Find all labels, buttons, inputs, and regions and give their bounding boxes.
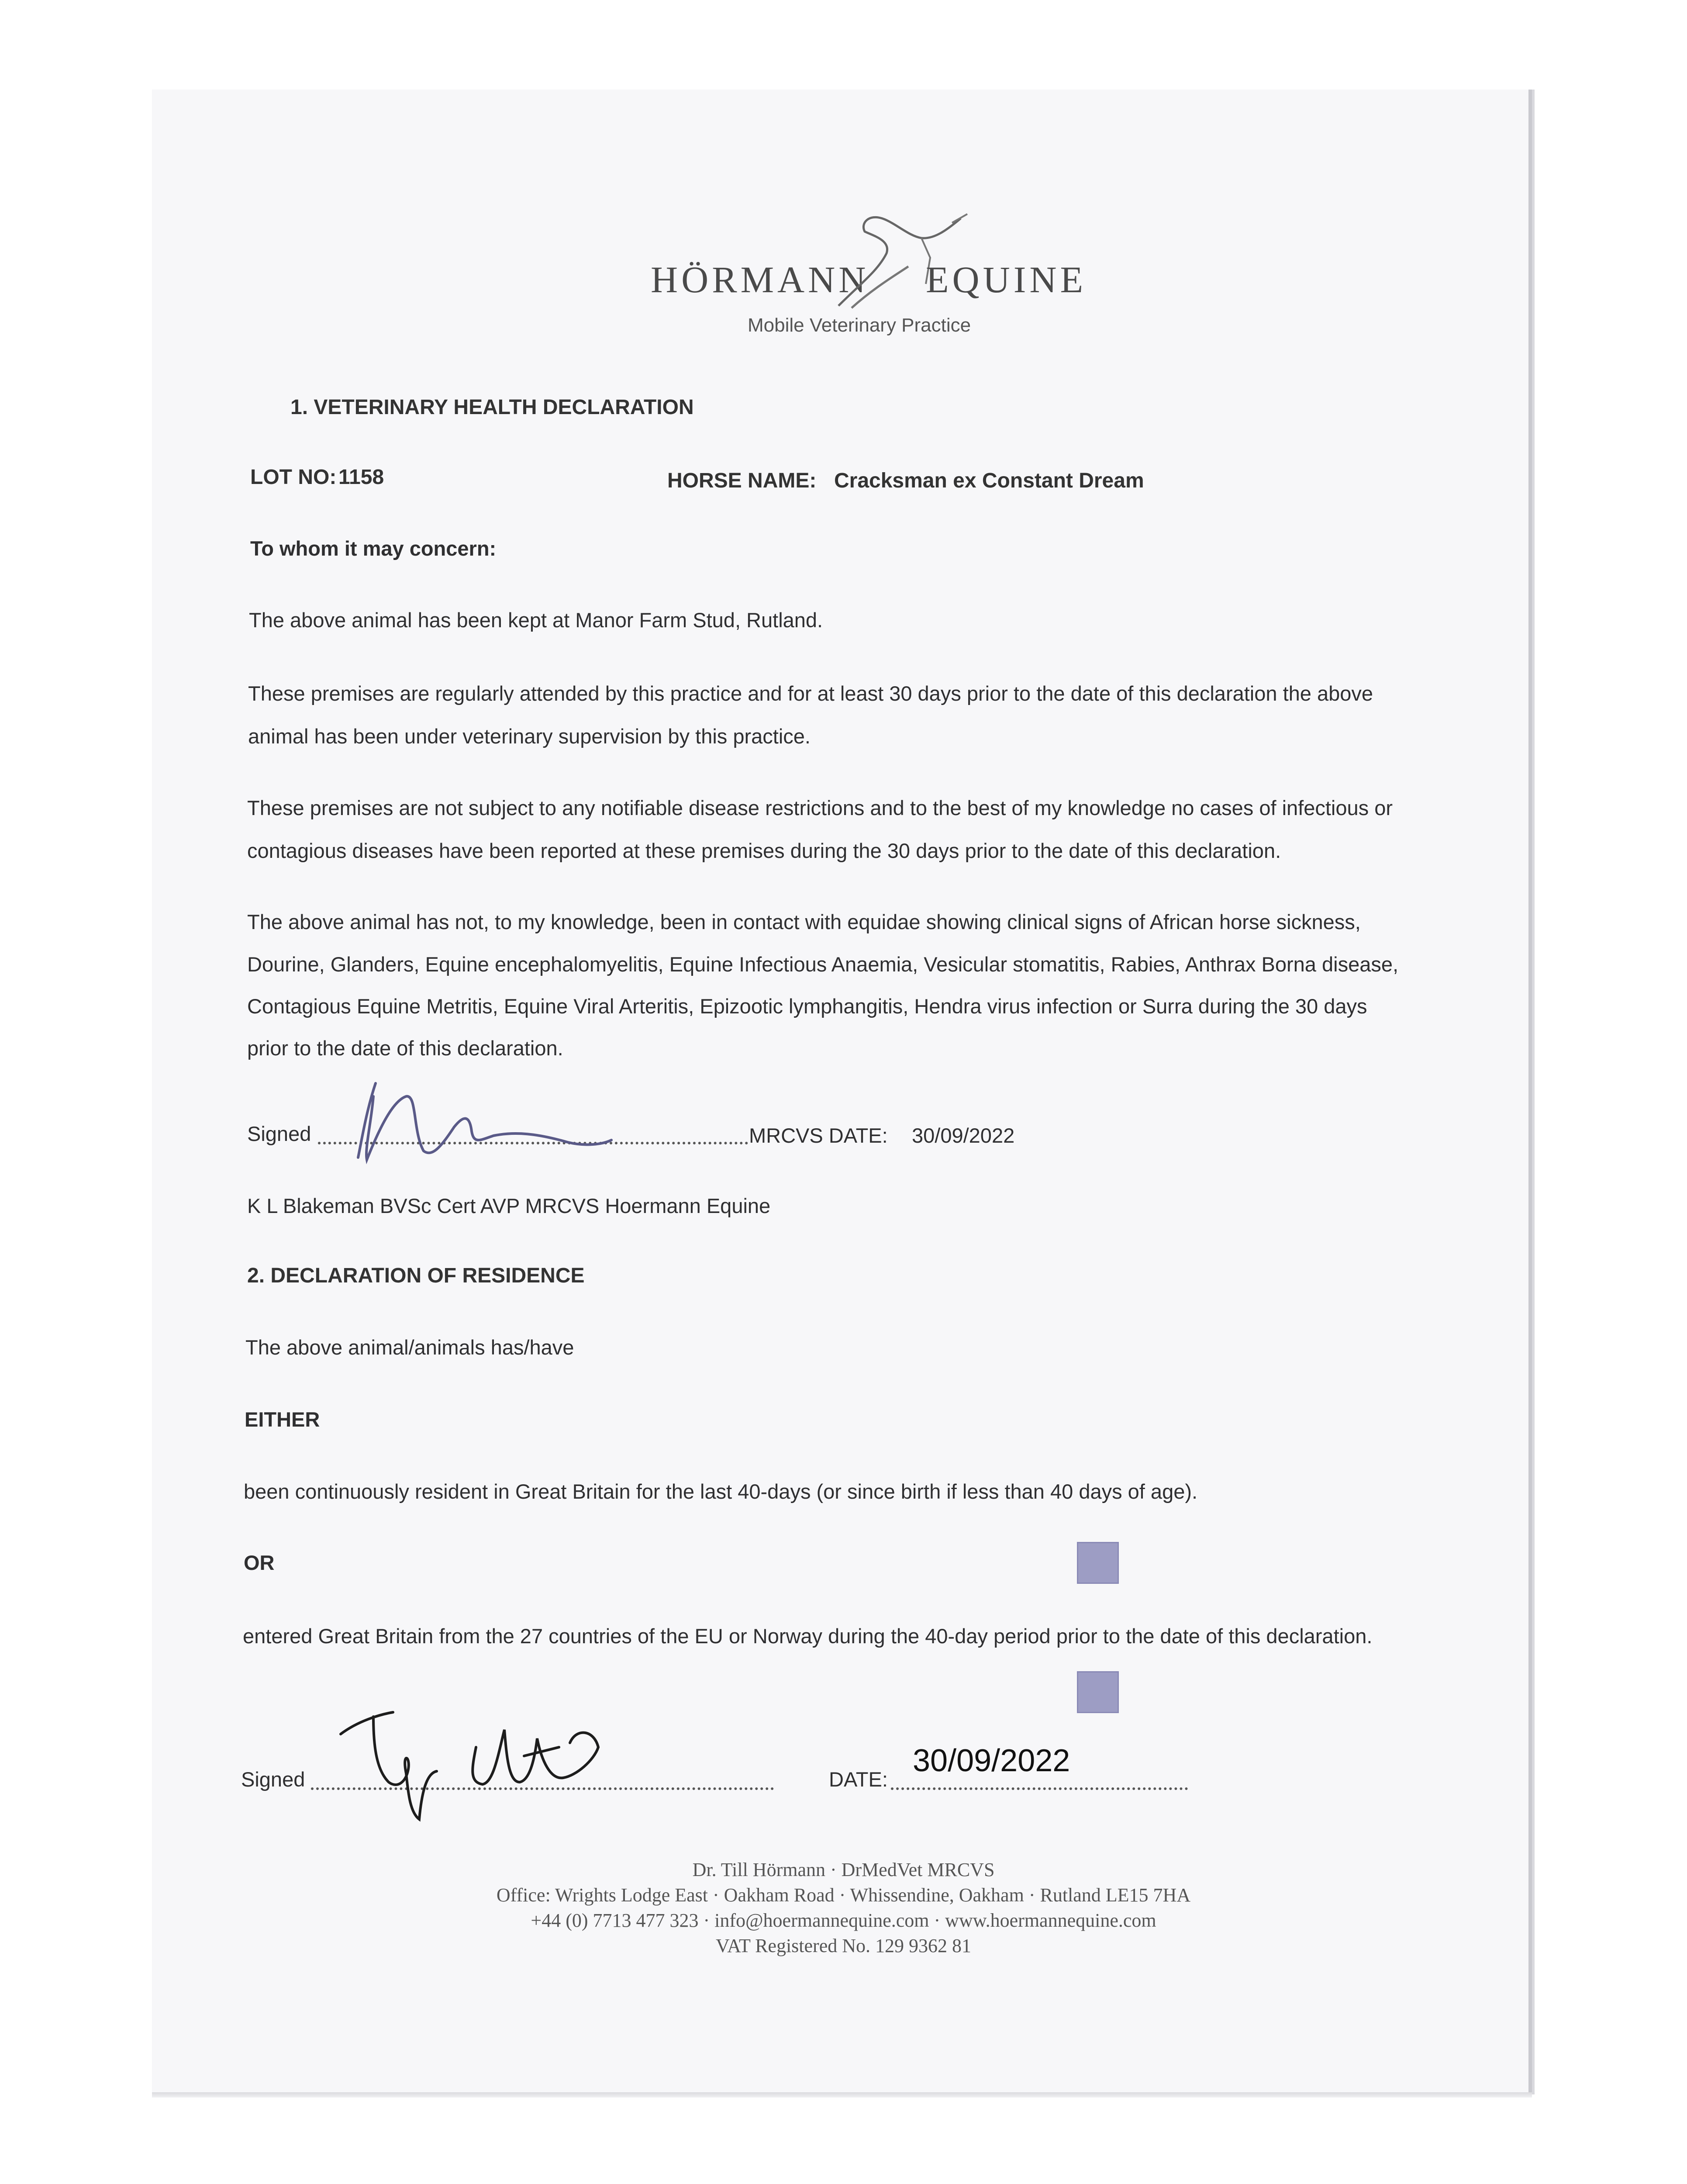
horse-name-value: Cracksman ex Constant Dream	[834, 469, 1144, 492]
footer-line: +44 (0) 7713 477 323 · info@hoermannequine.com · www.hoermannequine.com	[531, 1910, 1156, 1931]
section2-heading: 2. DECLARATION OF RESIDENCE	[247, 1264, 585, 1287]
option-2-checkbox[interactable]	[1077, 1671, 1119, 1713]
residence-option-2: entered Great Britain from the 27 countries of the EU or Norway during the 40-day period prior to the date of this declaration.	[243, 1624, 1373, 1648]
page-edge	[152, 2092, 1532, 2098]
lot-number-label: LOT NO:	[250, 466, 337, 489]
either-label: EITHER	[245, 1408, 320, 1431]
logo-word-right: EQUINE	[926, 259, 1087, 301]
lot-number-value: 1158	[338, 466, 384, 489]
footer-line: VAT Registered No. 129 9362 81	[715, 1935, 972, 1956]
date-label: DATE:	[829, 1768, 888, 1791]
residence-intro: The above animal/animals has/have	[245, 1336, 574, 1359]
salutation: To whom it may concern:	[250, 537, 497, 560]
residence-option-1: been continuously resident in Great Britain for the last 40-days (or since birth if less than 40 days of age).	[244, 1480, 1198, 1503]
paragraph: The above animal has been kept at Manor Farm Stud, Rutland.	[249, 608, 823, 632]
owner-signature	[332, 1695, 611, 1821]
footer-line: Dr. Till Hörmann · DrMedVet MRCVS	[692, 1859, 995, 1880]
paragraph-line: contagious diseases have been reported at these premises during the 30 days prior to the date of this declaration.	[247, 839, 1281, 862]
horse-name-label: HORSE NAME:	[667, 469, 817, 492]
section1-heading: 1. VETERINARY HEALTH DECLARATION	[290, 396, 694, 419]
residence-date-value[interactable]: 30/09/2022	[913, 1743, 1070, 1778]
paragraph-line: These premises are not subject to any notifiable disease restrictions and to the best of my knowledge no cases of infectious or	[247, 796, 1393, 819]
mrcvs-date-value: 30/09/2022	[912, 1124, 1015, 1147]
date-line	[891, 1787, 1188, 1790]
paragraph-line: Contagious Equine Metritis, Equine Viral Arteritis, Epizootic lymphangitis, Hendra virus infection or Surra during the 30 days	[247, 995, 1367, 1018]
signatory-name: K L Blakeman BVSc Cert AVP MRCVS Hoermann Equine	[247, 1194, 771, 1217]
footer-line: Office: Wrights Lodge East · Oakham Road · Whissendine, Oakham · Rutland LE15 7HA	[496, 1884, 1191, 1906]
paragraph-line: Dourine, Glanders, Equine encephalomyelitis, Equine Infectious Anaemia, Vesicular stomatitis, Rabies, Anthrax Borna disease,	[247, 953, 1399, 976]
paragraph-line: The above animal has not, to my knowledge, been in contact with equidae showing clinical signs of African horse sickness,	[247, 910, 1361, 933]
signed-label: Signed	[247, 1122, 311, 1145]
paragraph-line: These premises are regularly attended by this practice and for at least 30 days prior to the date of this declaration the above	[248, 682, 1373, 705]
logo-word-left: HÖRMANN	[651, 259, 869, 301]
page-edge	[1528, 90, 1532, 2094]
mrcvs-date-label: MRCVS DATE:	[749, 1124, 888, 1147]
paragraph-line: prior to the date of this declaration.	[247, 1037, 563, 1060]
signed-label: Signed	[241, 1768, 305, 1791]
option-1-checkbox[interactable]	[1077, 1542, 1119, 1584]
vet-signature	[341, 1070, 624, 1171]
or-label: OR	[244, 1551, 275, 1574]
logo-subtitle: Mobile Veterinary Practice	[748, 314, 971, 336]
paragraph-line: animal has been under veterinary supervision by this practice.	[248, 725, 811, 748]
